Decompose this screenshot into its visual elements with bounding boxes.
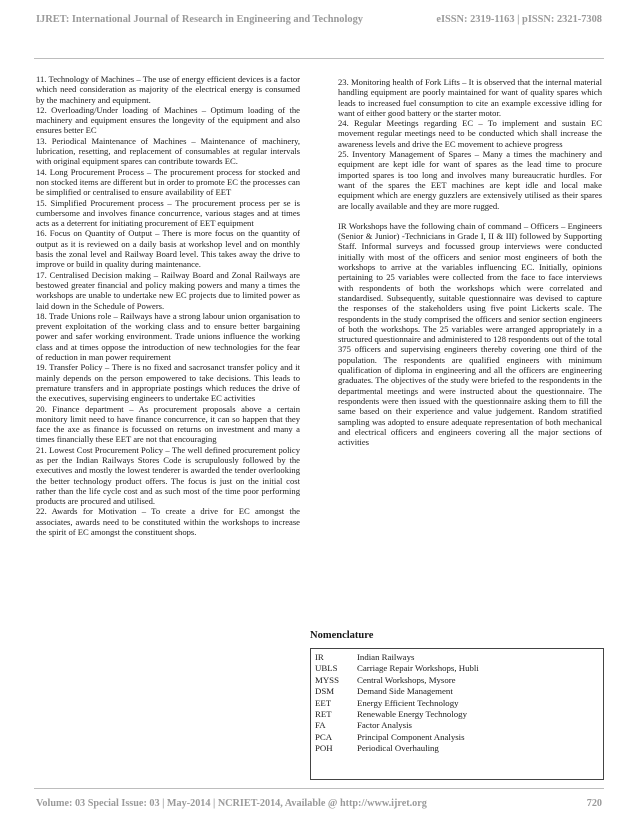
nomenclature-meaning: Renewable Energy Technology (357, 709, 467, 720)
nomenclature-meaning: Carriage Repair Workshops, Hubli (357, 663, 479, 674)
list-item: 15. Simplified Procurement process – The procurement process per se is cumbersome and involves finance concurrence, various stages and at times acts as a deterrent for initiating procurement of EET equipment (36, 197, 300, 229)
nomenclature-meaning: Periodical Overhauling (357, 743, 439, 754)
list-item: 18. Trade Unions role – Railways have a strong labour union organisation to prevent exploitation of the working class and to ensure better bargaining power and safer working environment. Trade unions influence the working class and at times oppose the introduction of new technologies for the fear of reduction in man power requirement (36, 310, 300, 363)
list-item: 11. Technology of Machines – The use of energy efficient devices is a factor which need consideration as majority of the electrical energy is consumed by the machinery and equipment. (36, 74, 300, 105)
footer-rule (34, 788, 604, 789)
volume-info: Volume: 03 Special Issue: 03 | May-2014 | NCRIET-2014, Available @ http://www.ijret.org (36, 798, 427, 809)
nomenclature-meaning: Energy Efficient Technology (357, 697, 459, 708)
nomenclature-title: Nomenclature (310, 630, 374, 641)
journal-title: IJRET: International Journal of Research in Engineering and Technology (36, 14, 363, 25)
page-number: 720 (586, 798, 602, 809)
list-item: 25. Inventory Management of Spares – Many a times the machinery and equipment are kept idle for want of spares as the lead time to procure imported spares is too long and involves many bureaucratic hurdles. For want of the spares the EET machines are kept idle and local make equipment which are energy guzzlers are extensively utilised as their spares are locally available and they are more rugged. (338, 149, 602, 211)
list-item: 24. Regular Meetings regarding EC – To implement and sustain EC movement regular meetings need to be conducted which shall increase the awareness levels and drive the EC movement to achieve progress (338, 118, 602, 149)
nomenclature-abbr: EET (315, 697, 332, 708)
list-item: 20. Finance department – As procurement proposals above a certain monitory limit need to have finance concurrence, it can so happen that they face the axe as finance is focussed on returns on investment and many a times financially these EET are not that encouraging (36, 403, 300, 445)
right-column (338, 77, 602, 447)
nomenclature-box (310, 648, 604, 780)
nomenclature-meaning: Demand Side Management (357, 686, 453, 697)
nomenclature-row (315, 743, 599, 754)
nomenclature-abbr: PCA (315, 731, 333, 742)
nomenclature-row (315, 732, 599, 743)
nomenclature-meaning: Factor Analysis (357, 720, 412, 731)
nomenclature-row (315, 663, 599, 674)
nomenclature-abbr: MYSS (315, 674, 339, 685)
nomenclature-row (315, 652, 599, 663)
nomenclature-abbr: RET (315, 709, 332, 720)
header-rule (34, 58, 604, 59)
nomenclature-row (315, 675, 599, 686)
list-item: 13. Periodical Maintenance of Machines – Maintenance of machinery, lubrication, resetting, and replacement of consumables at regular intervals with original equipment spares can contribute towards EC. (36, 135, 300, 167)
list-item: 23. Monitoring health of Fork Lifts – It is observed that the internal material handling equipment are poorly maintained for want of quality spares which leads to increased fuel consumption to cite an example excessive idling for want of either good battery or the starter motor. (338, 77, 602, 118)
list-item: 16. Focus on Quantity of Output – There is more focus on the quantity of output as it is reviewed on a daily basis at workshop level and on monthly basis the zonal level and Railway Board level. This takes away the drive to improve or build in quality during maintenance. (36, 228, 300, 270)
nomenclature-row (315, 698, 599, 709)
nomenclature-abbr: DSM (315, 686, 335, 697)
list-item: 14. Long Procurement Process – The procurement process for stocked and non stocked items are different but in order to promote EC the processes can be simplified or centralised to ensure availability of EET (36, 166, 300, 198)
page-footer (36, 798, 602, 812)
nomenclature-row (315, 720, 599, 731)
nomenclature-meaning: Principal Component Analysis (357, 731, 465, 742)
nomenclature-meaning: Central Workshops, Mysore (357, 674, 456, 685)
nomenclature-abbr: FA (315, 720, 326, 731)
body-paragraph: IR Workshops have the following chain of command – Officers – Engineers (Senior & Junior) -Technicians in Grade I, II & III) followed by Supporting Staff. Informal surveys and focussed group interviews were conducted initially with most of the officers and senior most engineers of both the workshops to arrive at the variables influencing EC. Initially, opinions pertaining to 25 variables were collected from the face to face interviews with respondents of both the workshops which were correlated and standardised. Subsequently, suitable questionnaire was devised to capture the responses of the stakeholders using five point Lickerts scale. The respondents in the study comprised the officers and senior section engineers of both the workshops. The 25 variables were arranged appropriately in a structured questionnaire and administered to 128 respondents out of the total 375 officers and supervising engineers thereby covering one third of the population. The respondents are qualified engineers with minimum qualification of diploma in engineering and all the officers are engineering graduates. The objectives of the study were briefed to the respondents in the departmental meetings and were instructed about the questionnaire. The respondents were then issued with the questionnaire asking them to fill the same based on their experience and value judgement. Random stratified sampling was adopted to ensure adequate representation of both mechanical and electrical officers and engineers covering all the major sections of activities (338, 220, 602, 448)
nomenclature-row (315, 686, 599, 697)
page-header (36, 14, 602, 30)
list-item: 12. Overloading/Under loading of Machines – Optimum loading of the machinery and equipment ensures the longevity of the equipment and also ensures better EC (36, 104, 300, 136)
list-item: 21. Lowest Cost Procurement Policy – The well defined procurement policy as per the Indian Railways Stores Code is scrupulously followed by the executives and mostly the lowest tenderer is awarded the tender overlooking the better technology product offers. The focus is just on the initial cost rather than the life cycle cost and as such most of the time poor performing products are procured and utilised. (36, 444, 300, 507)
nomenclature-abbr: IR (315, 652, 324, 662)
nomenclature-abbr: POH (315, 743, 333, 754)
nomenclature-row (315, 709, 599, 720)
nomenclature-abbr: UBLS (315, 663, 338, 674)
list-item: 17. Centralised Decision making – Railway Board and Zonal Railways are bestowed greater financial and policy making powers and many a times the workshops are unable to undertake new EC projects due to limited power as laid down in the Schedule of Powers. (36, 269, 300, 311)
left-column (36, 74, 300, 537)
nomenclature-meaning: Indian Railways (357, 652, 415, 662)
list-item: 22. Awards for Motivation – To create a drive for EC amongst the associates, awards need to be constituted within the workshops to increase the spirit of EC amongst the constituent shops. (36, 506, 300, 538)
list-item: 19. Transfer Policy – There is no fixed and sacrosanct transfer policy and it mainly depends on the person empowered to take decisions. This leads to premature transfers and in appropriate postings which reduces the drive of the executives, supervising engineers to undertake EC activities (36, 362, 300, 404)
issn-info: eISSN: 2319-1163 | pISSN: 2321-7308 (436, 14, 602, 25)
